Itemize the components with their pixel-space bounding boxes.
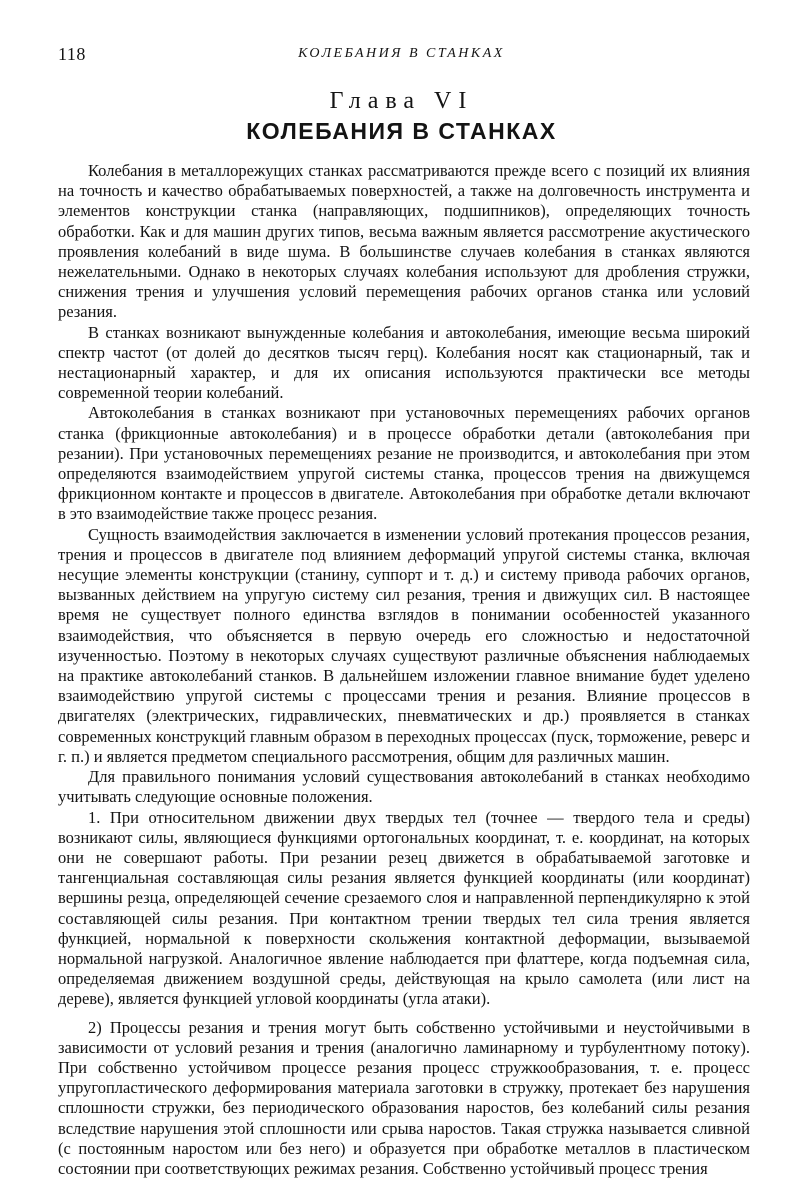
paragraph: В станках возникают вынужденные колебания и автоколебания, имеющие весьма широкий спектр частот (от долей до десятков тысяч герц). Колебания носят как стационарный, так и нестационарный характер, и для их описания используются практически все методы современной теории колебаний. (58, 322, 750, 403)
paragraph: Сущность взаимодействия заключается в изменении условий протекания процессов резания, трения и процессов в двигателе под влиянием деформаций упругой системы станка, включая несущие элементы конструкции (станину, суппорт и т. д.) и систему привода рабочих органов, вызванных действием на упругую систему сил резания, трения и движущих сил. В настоящее время не существует полного единства взглядов в понимании особенностей указанного взаимодействия, что объясняется в первую очередь его сложностью и недостаточной изученностью. Поэтому в некоторых случаях существуют различные объяснения наблюдаемых на практике автоколебаний станков. В дальнейшем изложении главное внимание будет уделено взаимодействию упругой системы с процессами трения и резания. Влияние процессов в двигателях (электрических, гидравлических, пневматических и др.) проявляется в станках современных конструкций главным образом в переходных процессах (пуск, торможение, реверс и г. п.) и является предметом специального рассмотрения, общим для различных машин. (58, 524, 750, 766)
paragraph: Автоколебания в станках возникают при установочных перемещениях рабочих органов станка (фрикционные автоколебания) и в процессе обработки детали (автоколебания при резании). При установочных перемещениях резание не производится, и автоколебания при этом определяются взаимодействием упругой системы станка, процессов трения на движущемся фрикционном контакте и процессов в двигателе. Автоколебания при обработке детали включают в это взаимодействие также процесс резания. (58, 403, 750, 524)
paragraph: Для правильного понимания условий существования автоколебаний в станках необходимо учитывать следующие основные положения. (58, 767, 750, 807)
paragraph: 1. При относительном движении двух твердых тел (точнее — твердого тела и среды) возникают силы, являющиеся функциями ортогональных координат, т. е. координат, на которых они не совершают работы. При резании резец движется в обрабатываемой заготовке и тангенциальная составляющая силы резания является функцией координаты (или координат) вершины резца, определяющей сечение срезаемого слоя и направленной перпендикулярно к этой составляющей силы резания. При контактном трении твердых тел сила трения является функцией, нормальной к поверхности скольжения контактной деформации, вызываемой нормальной нагрузкой. Аналогичное явление наблюдается при флаттере, когда подъемная сила, определяемая движением воздушной среды, действующая на крыло самолета (или лист на дереве), является функцией угловой координаты (угла атаки). (58, 807, 750, 1009)
chapter-title: КОЛЕБАНИЯ В СТАНКАХ (246, 118, 557, 144)
body-text (58, 161, 750, 1179)
chapter-label: Глава VI (329, 88, 474, 114)
paragraph: 2) Процессы резания и трения могут быть собственно устойчивыми и неустойчивыми в зависимости от условий резания и трения (аналогично ламинарному и турбулентному потоку). При собственно устойчивом процессе резания процесс стружкообразования, т. е. процесс упругопластического деформирования материала заготовки в стружку, протекает без нарушения сплошности стружки, без периодического образования наростов, без колебаний силы резания вследствие нарушения этой сплошности или срыва наростов. Такая стружка называется сливной (с постоянным наростом или без него) и образуется при обработке металлов в пластическом состоянии при соответствующих режимах резания. Собственно устойчивый процесс трения (58, 1017, 750, 1178)
page-number: 118 (58, 44, 86, 64)
paragraph: Колебания в металлорежущих станках рассматриваются прежде всего с позиций их влияния на точность и качество обрабатываемых поверхностей, а также на долговечность инструмента и элементов конструкции станка (направляющих, подшипников), определяющих точность обработки. Как и для машин других типов, весьма важным является рассмотрение акустического проявления колебаний в виде шума. В большинстве случаев колебания в станках являются нежелательными. Однако в некоторых случаях колебания используют для дробления стружки, снижения трения и улучшения условий перемещения рабочих органов станка или условий резания. (58, 161, 750, 322)
running-head: КОЛЕБАНИЯ В СТАНКАХ (298, 46, 505, 61)
